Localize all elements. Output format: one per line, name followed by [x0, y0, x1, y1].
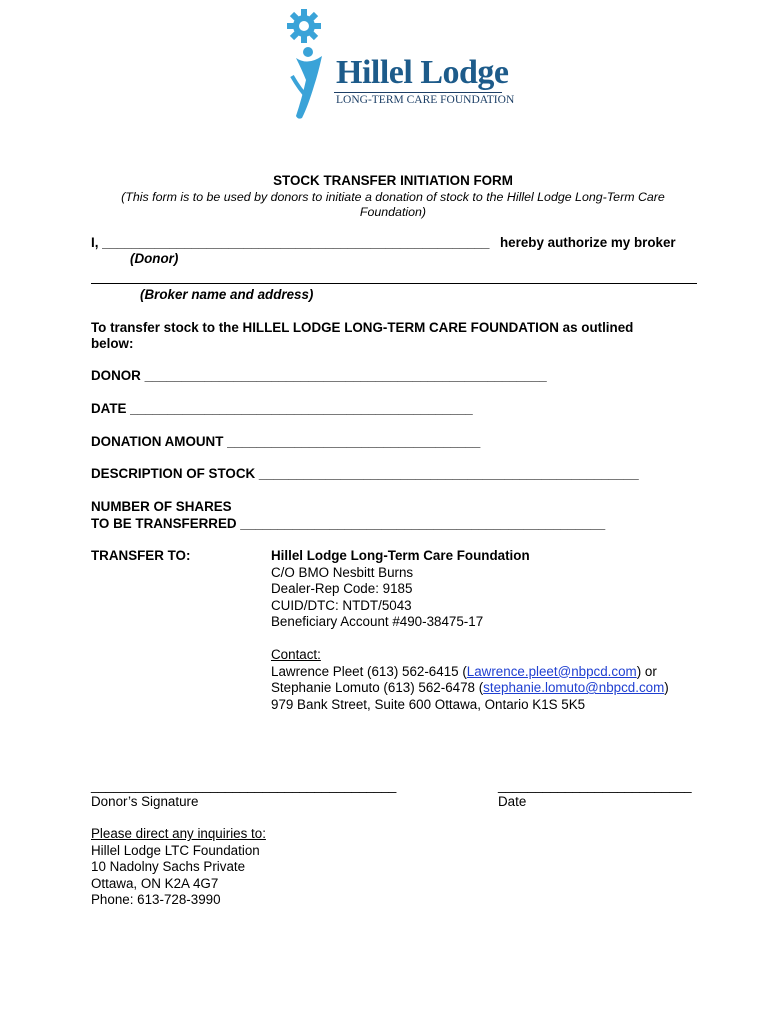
donation-amount-field[interactable]: DONATION AMOUNT __________________________________	[91, 434, 481, 449]
inquiries-street: 10 Nadolny Sachs Private	[91, 859, 246, 874]
form-title: STOCK TRANSFER INITIATION FORM	[273, 173, 513, 188]
contact-1-prefix: Lawrence Pleet (613) 562-6415 (	[271, 663, 467, 679]
donor-field[interactable]: DONOR ______________________________________________________	[91, 368, 547, 383]
logo-subtitle: LONG-TERM CARE FOUNDATION	[336, 94, 515, 106]
recipient-cuid: CUID/DTC: NTDT/5043	[271, 597, 412, 613]
contact-1-email-link[interactable]: Lawrence.pleet@nbpcd.com	[466, 663, 637, 679]
date-field[interactable]: DATE ______________________________________________	[91, 401, 473, 416]
authorize-suffix: hereby authorize my broker	[500, 235, 676, 250]
logo	[278, 6, 518, 122]
contact-label: Contact:	[271, 647, 321, 662]
contact-1-suffix: ) or	[636, 663, 657, 679]
donor-signature-label: Donor’s Signature	[91, 794, 199, 809]
transfer-line1: To transfer stock to the HILLEL LODGE LONG-TERM CARE FOUNDATION as outlined	[91, 320, 634, 335]
logo-title: Hillel Lodge	[336, 54, 509, 91]
broker-line[interactable]	[91, 283, 697, 284]
donor-signature-line[interactable]: _________________________________________	[91, 778, 397, 793]
broker-caption: (Broker name and address)	[140, 287, 314, 302]
signature-date-label: Date	[498, 794, 527, 809]
transfer-line2: below:	[91, 336, 134, 351]
description-field[interactable]: DESCRIPTION OF STOCK ___________________________________________________	[91, 466, 639, 481]
shares-field[interactable]: TO BE TRANSFERRED _________________________________________________	[91, 516, 606, 531]
shares-line1: NUMBER OF SHARES	[91, 499, 232, 514]
donor-caption: (Donor)	[130, 251, 179, 266]
contact-2-suffix: )	[664, 680, 669, 695]
contact-1	[271, 664, 669, 681]
contact-address: 979 Bank Street, Suite 600 Ottawa, Ontario K1S 5K5	[271, 696, 586, 712]
transfer-to-label: TRANSFER TO:	[91, 548, 191, 563]
inquiries-org: Hillel Lodge LTC Foundation	[91, 842, 260, 858]
recipient-dealer-rep: Dealer-Rep Code: 9185	[271, 581, 413, 596]
contact-2-email-link[interactable]: stephanie.lomuto@nbpcd.com	[483, 680, 665, 695]
contact-2-prefix: Stephanie Lomuto (613) 562-6478 (	[271, 680, 484, 695]
recipient-block	[271, 548, 530, 631]
form-intro-line2: Foundation)	[359, 205, 427, 219]
recipient-beneficiary: Beneficiary Account #490-38475-17	[271, 614, 484, 629]
inquiries-city: Ottawa, ON K2A 4G7	[91, 875, 219, 891]
inquiries-heading: Please direct any inquiries to:	[91, 826, 266, 841]
recipient-name: Hillel Lodge Long-Term Care Foundation	[271, 548, 530, 563]
recipient-care-of: C/O BMO Nesbitt Burns	[271, 564, 414, 580]
inquiries-phone: Phone: 613-728-3990	[91, 892, 221, 907]
inquiries-block	[91, 826, 266, 909]
contact-block	[271, 647, 669, 713]
form-intro-line1: (This form is to be used by donors to initiate a donation of stock to the Hillel Lodge Long-Term Care	[121, 190, 665, 204]
logo-divider	[334, 92, 502, 93]
signature-date-line[interactable]: __________________________	[498, 778, 692, 793]
authorize-prefix: I, ____________________________________________________	[91, 235, 490, 250]
contact-2	[271, 680, 669, 697]
